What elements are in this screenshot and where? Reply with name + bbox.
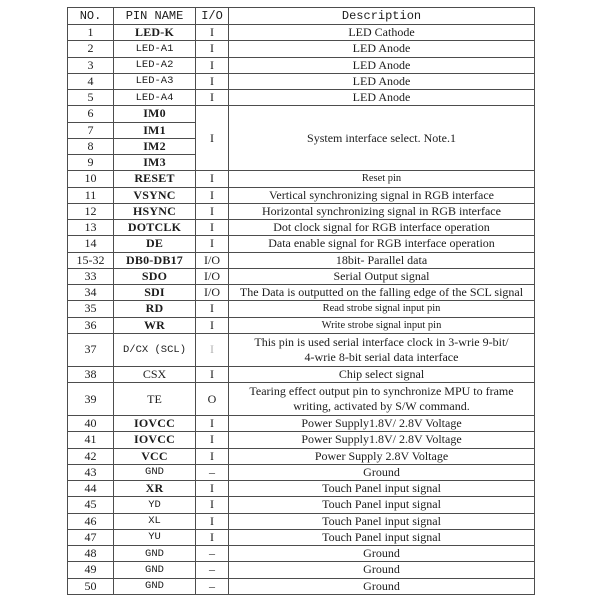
pin-cell: GND (114, 562, 196, 578)
table-row (68, 106, 535, 122)
table-row (68, 57, 535, 73)
desc-cell: Power Supply1.8V/ 2.8V Voltage (229, 416, 535, 432)
no-cell: 14 (68, 236, 114, 252)
io-cell: – (196, 546, 229, 562)
desc-cell: Power Supply 2.8V Voltage (229, 448, 535, 464)
pin-cell: LED-A1 (114, 41, 196, 57)
no-cell: 4 (68, 73, 114, 89)
desc-cell: LED Anode (229, 41, 535, 57)
table-row (68, 497, 535, 513)
io-cell: I (196, 57, 229, 73)
no-cell: 13 (68, 220, 114, 236)
desc-cell: Write strobe signal input pin (229, 317, 535, 333)
pin-cell: RESET (114, 171, 196, 187)
col-header-pin: PIN NAME (114, 8, 196, 25)
io-cell: I (196, 187, 229, 203)
desc-cell: Ground (229, 546, 535, 562)
desc-cell: LED Anode (229, 90, 535, 106)
no-cell: 33 (68, 268, 114, 284)
io-cell: I (196, 481, 229, 497)
pin-cell: VCC (114, 448, 196, 464)
no-cell: 35 (68, 301, 114, 317)
desc-cell: The Data is outputted on the falling edge of the SCL signal (229, 285, 535, 301)
pin-cell: LED-K (114, 25, 196, 41)
no-cell: 1 (68, 25, 114, 41)
no-cell: 10 (68, 171, 114, 187)
no-cell: 7 (68, 122, 114, 138)
pin-cell: IOVCC (114, 416, 196, 432)
desc-cell: Reset pin (229, 171, 535, 187)
table-row (68, 220, 535, 236)
io-cell: I/O (196, 285, 229, 301)
pin-cell: IM1 (114, 122, 196, 138)
table-row (68, 333, 535, 366)
table-row (68, 268, 535, 284)
io-cell: I/O (196, 268, 229, 284)
io-cell: I (196, 529, 229, 545)
io-cell: I (196, 301, 229, 317)
pin-cell: XR (114, 481, 196, 497)
pin-cell: GND (114, 578, 196, 595)
no-cell: 15-32 (68, 252, 114, 268)
no-cell: 39 (68, 383, 114, 416)
desc-cell: Data enable signal for RGB interface operation (229, 236, 535, 252)
io-cell: – (196, 578, 229, 595)
desc-cell: Ground (229, 464, 535, 480)
io-cell: I (196, 73, 229, 89)
io-cell: O (196, 383, 229, 416)
table-row (68, 236, 535, 252)
io-cell: – (196, 562, 229, 578)
desc-cell: Touch Panel input signal (229, 481, 535, 497)
table-body (68, 25, 535, 595)
table-row (68, 285, 535, 301)
pin-cell: LED-A3 (114, 73, 196, 89)
pin-cell: DB0-DB17 (114, 252, 196, 268)
no-cell: 8 (68, 138, 114, 154)
pin-cell: TE (114, 383, 196, 416)
pin-cell: IM2 (114, 138, 196, 154)
table-row (68, 481, 535, 497)
io-cell: I (196, 90, 229, 106)
pin-cell: RD (114, 301, 196, 317)
pin-cell: HSYNC (114, 203, 196, 219)
no-cell: 3 (68, 57, 114, 73)
table-row (68, 171, 535, 187)
table-row (68, 366, 535, 382)
pin-cell: LED-A4 (114, 90, 196, 106)
no-cell: 36 (68, 317, 114, 333)
pin-cell: XL (114, 513, 196, 529)
desc-cell: Touch Panel input signal (229, 529, 535, 545)
no-cell: 44 (68, 481, 114, 497)
io-cell: I (196, 333, 229, 366)
io-cell: I (196, 171, 229, 187)
table-row (68, 90, 535, 106)
col-header-desc: Description (229, 8, 535, 25)
no-cell: 48 (68, 546, 114, 562)
io-cell: I (196, 41, 229, 57)
no-cell: 34 (68, 285, 114, 301)
table-row (68, 41, 535, 57)
desc-cell: LED Anode (229, 73, 535, 89)
table-row (68, 432, 535, 448)
desc-cell: This pin is used serial interface clock in 3-wrie 9-bit/ 4-wrie 8-bit serial data interface (229, 333, 535, 366)
io-cell: I (196, 497, 229, 513)
no-cell: 43 (68, 464, 114, 480)
io-cell: I (196, 106, 229, 171)
io-cell: I/O (196, 252, 229, 268)
table-row (68, 578, 535, 595)
desc-cell: Ground (229, 562, 535, 578)
io-cell: I (196, 448, 229, 464)
col-header-io: I/O (196, 8, 229, 25)
pin-cell: LED-A2 (114, 57, 196, 73)
desc-cell: Chip select signal (229, 366, 535, 382)
table-row (68, 513, 535, 529)
pin-cell: WR (114, 317, 196, 333)
no-cell: 46 (68, 513, 114, 529)
io-cell: I (196, 203, 229, 219)
io-cell: – (196, 464, 229, 480)
pin-cell: IM0 (114, 106, 196, 122)
no-cell: 11 (68, 187, 114, 203)
io-cell: I (196, 25, 229, 41)
pin-cell: GND (114, 464, 196, 480)
table-row (68, 529, 535, 545)
no-cell: 2 (68, 41, 114, 57)
no-cell: 5 (68, 90, 114, 106)
no-cell: 9 (68, 155, 114, 171)
pin-cell: IM3 (114, 155, 196, 171)
io-cell: I (196, 220, 229, 236)
desc-cell: Horizontal synchronizing signal in RGB interface (229, 203, 535, 219)
desc-cell: Dot clock signal for RGB interface operation (229, 220, 535, 236)
desc-cell: Power Supply1.8V/ 2.8V Voltage (229, 432, 535, 448)
pin-cell: SDI (114, 285, 196, 301)
desc-cell: LED Anode (229, 57, 535, 73)
desc-cell: 18bit- Parallel data (229, 252, 535, 268)
pin-cell: IOVCC (114, 432, 196, 448)
header-row (68, 8, 535, 25)
no-cell: 40 (68, 416, 114, 432)
io-cell: I (196, 416, 229, 432)
no-cell: 38 (68, 366, 114, 382)
pin-cell: DOTCLK (114, 220, 196, 236)
no-cell: 49 (68, 562, 114, 578)
desc-cell: Serial Output signal (229, 268, 535, 284)
table-row (68, 203, 535, 219)
table-row (68, 73, 535, 89)
table-row (68, 383, 535, 416)
io-cell: I (196, 317, 229, 333)
no-cell: 45 (68, 497, 114, 513)
pin-cell: CSX (114, 366, 196, 382)
table-row (68, 252, 535, 268)
desc-cell: Ground (229, 578, 535, 595)
pin-description-table (67, 7, 535, 595)
pin-cell: YU (114, 529, 196, 545)
no-cell: 42 (68, 448, 114, 464)
desc-cell: Vertical synchronizing signal in RGB interface (229, 187, 535, 203)
no-cell: 6 (68, 106, 114, 122)
table-row (68, 317, 535, 333)
table-row (68, 546, 535, 562)
table-row (68, 448, 535, 464)
io-cell: I (196, 513, 229, 529)
no-cell: 41 (68, 432, 114, 448)
table-row (68, 562, 535, 578)
io-cell: I (196, 236, 229, 252)
pin-cell: VSYNC (114, 187, 196, 203)
pin-cell: SDO (114, 268, 196, 284)
pin-cell: YD (114, 497, 196, 513)
desc-cell: LED Cathode (229, 25, 535, 41)
no-cell: 12 (68, 203, 114, 219)
desc-cell: Tearing effect output pin to synchronize MPU to frame writing, activated by S/W command. (229, 383, 535, 416)
pin-cell: GND (114, 546, 196, 562)
table-row (68, 416, 535, 432)
io-cell: I (196, 432, 229, 448)
no-cell: 37 (68, 333, 114, 366)
no-cell: 50 (68, 578, 114, 595)
pin-cell: DE (114, 236, 196, 252)
table-row (68, 301, 535, 317)
no-cell: 47 (68, 529, 114, 545)
col-header-no: NO. (68, 8, 114, 25)
desc-cell: System interface select. Note.1 (229, 106, 535, 171)
table-row (68, 464, 535, 480)
desc-cell: Touch Panel input signal (229, 497, 535, 513)
pin-cell: D/CX (SCL) (114, 333, 196, 366)
desc-cell: Touch Panel input signal (229, 513, 535, 529)
table-row (68, 25, 535, 41)
io-cell: I (196, 366, 229, 382)
desc-cell: Read strobe signal input pin (229, 301, 535, 317)
table-row (68, 187, 535, 203)
